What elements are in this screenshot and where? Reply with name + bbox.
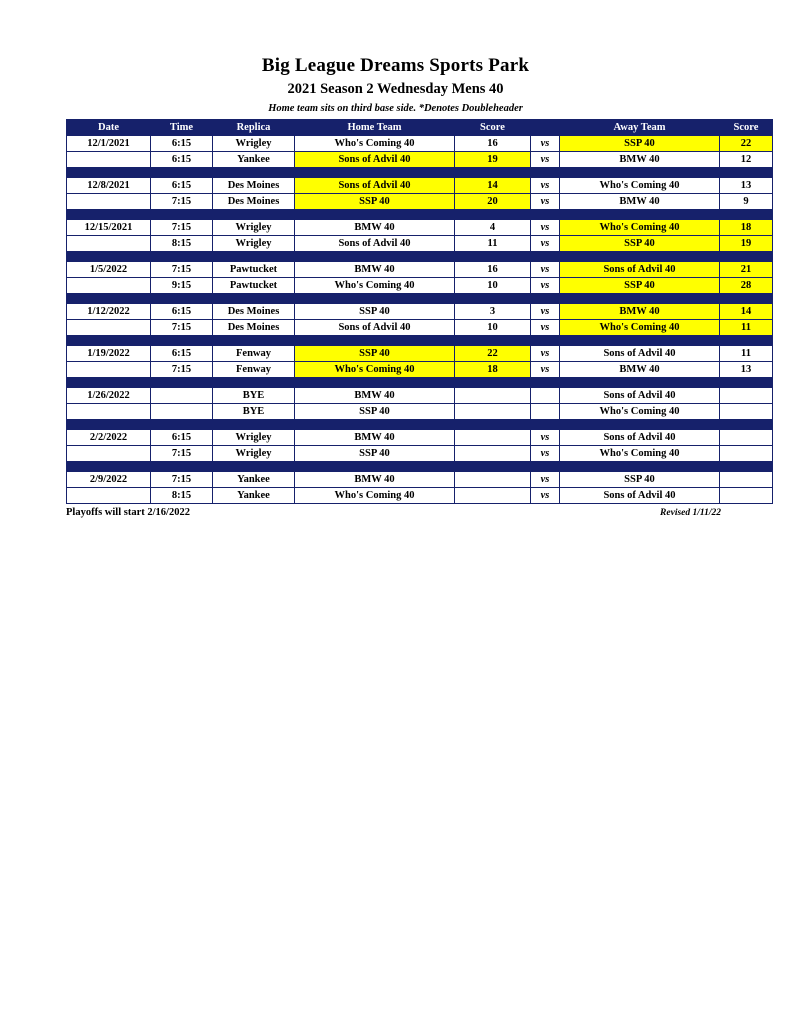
table-footer xyxy=(66,507,725,523)
cell-away-team: Sons of Advil 40 xyxy=(560,262,720,278)
cell-away-team: SSP 40 xyxy=(560,236,720,252)
cell-replica: Yankee xyxy=(213,488,295,504)
page-subtitle: 2021 Season 2 Wednesday Mens 40 xyxy=(287,81,504,97)
cell-time: 8:15 xyxy=(151,488,213,504)
cell-date xyxy=(67,446,151,462)
cell-time: 6:15 xyxy=(151,430,213,446)
cell-replica: Wrigley xyxy=(213,446,295,462)
column-header-home-team: Home Team xyxy=(295,120,455,136)
cell-away-team: BMW 40 xyxy=(560,194,720,210)
cell-replica: Des Moines xyxy=(213,178,295,194)
cell-home-score: 20 xyxy=(455,194,531,210)
cell-replica: Pawtucket xyxy=(213,262,295,278)
cell-vs xyxy=(531,388,560,404)
cell-away-team: Sons of Advil 40 xyxy=(560,430,720,446)
cell-date: 12/1/2021 xyxy=(67,136,151,152)
cell-vs: vs xyxy=(531,346,560,362)
table-row xyxy=(67,346,773,362)
table-spacer-row xyxy=(67,462,773,472)
table-spacer-row xyxy=(67,168,773,178)
spacer-cell xyxy=(67,420,773,430)
cell-time: 6:15 xyxy=(151,136,213,152)
cell-vs: vs xyxy=(531,278,560,294)
cell-away-score: 18 xyxy=(720,220,773,236)
cell-home-score xyxy=(455,430,531,446)
table-spacer-row xyxy=(67,252,773,262)
cell-vs: vs xyxy=(531,320,560,336)
spacer-cell xyxy=(67,462,773,472)
table-body xyxy=(67,136,773,504)
cell-vs: vs xyxy=(531,430,560,446)
cell-replica: Wrigley xyxy=(213,430,295,446)
cell-home-team: Who's Coming 40 xyxy=(295,136,455,152)
table-row xyxy=(67,262,773,278)
cell-time: 7:15 xyxy=(151,446,213,462)
cell-date: 1/19/2022 xyxy=(67,346,151,362)
cell-home-team: BMW 40 xyxy=(295,472,455,488)
spacer-cell xyxy=(67,294,773,304)
column-header-time: Time xyxy=(151,120,213,136)
cell-vs: vs xyxy=(531,136,560,152)
cell-vs xyxy=(531,404,560,420)
cell-away-score: 11 xyxy=(720,346,773,362)
spacer-cell xyxy=(67,378,773,388)
table-row xyxy=(67,404,773,420)
page-note: Home team sits on third base side. *Denotes Doubleheader xyxy=(268,103,523,114)
column-header-away-score: Score xyxy=(720,120,773,136)
spacer-cell xyxy=(67,210,773,220)
cell-date xyxy=(67,362,151,378)
cell-replica: Des Moines xyxy=(213,194,295,210)
cell-away-team: BMW 40 xyxy=(560,304,720,320)
cell-vs: vs xyxy=(531,304,560,320)
cell-home-team: Sons of Advil 40 xyxy=(295,152,455,168)
cell-vs: vs xyxy=(531,194,560,210)
cell-date: 12/8/2021 xyxy=(67,178,151,194)
cell-time: 9:15 xyxy=(151,278,213,294)
cell-home-score xyxy=(455,388,531,404)
cell-away-team: Who's Coming 40 xyxy=(560,178,720,194)
cell-home-team: Sons of Advil 40 xyxy=(295,320,455,336)
table-row xyxy=(67,194,773,210)
table-row xyxy=(67,388,773,404)
cell-time: 6:15 xyxy=(151,346,213,362)
cell-home-team: Sons of Advil 40 xyxy=(295,236,455,252)
cell-time: 7:15 xyxy=(151,472,213,488)
table-spacer-row xyxy=(67,378,773,388)
cell-away-team: SSP 40 xyxy=(560,472,720,488)
cell-away-score: 28 xyxy=(720,278,773,294)
table-spacer-row xyxy=(67,210,773,220)
cell-date xyxy=(67,278,151,294)
cell-home-team: BMW 40 xyxy=(295,388,455,404)
cell-away-score xyxy=(720,446,773,462)
cell-vs: vs xyxy=(531,236,560,252)
cell-away-score: 12 xyxy=(720,152,773,168)
cell-time: 7:15 xyxy=(151,220,213,236)
table-spacer-row xyxy=(67,294,773,304)
cell-date xyxy=(67,194,151,210)
cell-away-score: 22 xyxy=(720,136,773,152)
table-spacer-row xyxy=(67,336,773,346)
cell-home-score: 10 xyxy=(455,278,531,294)
cell-vs: vs xyxy=(531,472,560,488)
cell-replica: BYE xyxy=(213,404,295,420)
column-header-date: Date xyxy=(67,120,151,136)
cell-replica: Wrigley xyxy=(213,236,295,252)
cell-away-team: Who's Coming 40 xyxy=(560,220,720,236)
table-row xyxy=(67,472,773,488)
cell-home-score: 16 xyxy=(455,262,531,278)
cell-time: 7:15 xyxy=(151,362,213,378)
cell-away-team: Sons of Advil 40 xyxy=(560,388,720,404)
cell-home-score xyxy=(455,488,531,504)
cell-home-score: 19 xyxy=(455,152,531,168)
cell-away-score: 11 xyxy=(720,320,773,336)
cell-away-team: BMW 40 xyxy=(560,362,720,378)
cell-vs: vs xyxy=(531,362,560,378)
table-row xyxy=(67,136,773,152)
cell-home-team: BMW 40 xyxy=(295,220,455,236)
cell-away-score: 21 xyxy=(720,262,773,278)
cell-away-score: 13 xyxy=(720,178,773,194)
cell-replica: Fenway xyxy=(213,346,295,362)
spacer-cell xyxy=(67,252,773,262)
table-row xyxy=(67,362,773,378)
cell-replica: Yankee xyxy=(213,472,295,488)
schedule-table xyxy=(66,119,773,504)
cell-replica: Wrigley xyxy=(213,136,295,152)
cell-replica: Wrigley xyxy=(213,220,295,236)
table-row xyxy=(67,446,773,462)
cell-time: 6:15 xyxy=(151,304,213,320)
table-spacer-row xyxy=(67,420,773,430)
revised-note: Revised 1/11/22 xyxy=(660,508,721,518)
cell-home-team: Who's Coming 40 xyxy=(295,488,455,504)
cell-replica: Fenway xyxy=(213,362,295,378)
cell-away-team: BMW 40 xyxy=(560,152,720,168)
cell-away-team: Sons of Advil 40 xyxy=(560,488,720,504)
table-row xyxy=(67,488,773,504)
cell-home-team: SSP 40 xyxy=(295,346,455,362)
cell-home-score xyxy=(455,472,531,488)
cell-home-score: 18 xyxy=(455,362,531,378)
cell-time: 7:15 xyxy=(151,262,213,278)
cell-away-score: 13 xyxy=(720,362,773,378)
playoffs-note: Playoffs will start 2/16/2022 xyxy=(66,507,190,518)
cell-time: 7:15 xyxy=(151,320,213,336)
cell-away-score: 19 xyxy=(720,236,773,252)
table-row xyxy=(67,304,773,320)
cell-away-score: 14 xyxy=(720,304,773,320)
table-row xyxy=(67,320,773,336)
cell-date: 12/15/2021 xyxy=(67,220,151,236)
table-row xyxy=(67,152,773,168)
cell-home-score: 22 xyxy=(455,346,531,362)
cell-home-score: 11 xyxy=(455,236,531,252)
table-row xyxy=(67,178,773,194)
cell-away-score xyxy=(720,488,773,504)
cell-home-score xyxy=(455,404,531,420)
cell-home-team: SSP 40 xyxy=(295,404,455,420)
cell-home-score: 16 xyxy=(455,136,531,152)
cell-time: 6:15 xyxy=(151,152,213,168)
cell-date: 2/2/2022 xyxy=(67,430,151,446)
cell-home-score: 14 xyxy=(455,178,531,194)
cell-home-team: BMW 40 xyxy=(295,262,455,278)
table-row xyxy=(67,430,773,446)
cell-replica: Des Moines xyxy=(213,304,295,320)
cell-away-score xyxy=(720,388,773,404)
cell-vs: vs xyxy=(531,262,560,278)
column-header-home-score: Score xyxy=(455,120,531,136)
cell-away-team: Who's Coming 40 xyxy=(560,446,720,462)
cell-away-team: Who's Coming 40 xyxy=(560,320,720,336)
cell-date xyxy=(67,320,151,336)
cell-replica: Yankee xyxy=(213,152,295,168)
cell-away-team: Who's Coming 40 xyxy=(560,404,720,420)
cell-away-score xyxy=(720,404,773,420)
cell-date: 2/9/2022 xyxy=(67,472,151,488)
spacer-cell xyxy=(67,168,773,178)
cell-home-team: Sons of Advil 40 xyxy=(295,178,455,194)
cell-date xyxy=(67,488,151,504)
cell-date: 1/26/2022 xyxy=(67,388,151,404)
cell-away-score: 9 xyxy=(720,194,773,210)
cell-away-team: SSP 40 xyxy=(560,136,720,152)
cell-home-team: SSP 40 xyxy=(295,446,455,462)
column-header-replica: Replica xyxy=(213,120,295,136)
cell-home-team: SSP 40 xyxy=(295,194,455,210)
cell-vs: vs xyxy=(531,178,560,194)
cell-date: 1/5/2022 xyxy=(67,262,151,278)
column-header-away-team: Away Team xyxy=(560,120,720,136)
cell-date: 1/12/2022 xyxy=(67,304,151,320)
cell-vs: vs xyxy=(531,446,560,462)
table-row xyxy=(67,236,773,252)
cell-time xyxy=(151,404,213,420)
cell-home-team: Who's Coming 40 xyxy=(295,278,455,294)
cell-vs: vs xyxy=(531,152,560,168)
cell-away-team: Sons of Advil 40 xyxy=(560,346,720,362)
table-row xyxy=(67,220,773,236)
cell-home-score: 3 xyxy=(455,304,531,320)
spacer-cell xyxy=(67,336,773,346)
cell-replica: Des Moines xyxy=(213,320,295,336)
cell-date xyxy=(67,236,151,252)
cell-home-score: 10 xyxy=(455,320,531,336)
cell-time: 7:15 xyxy=(151,194,213,210)
header-row xyxy=(67,120,773,136)
cell-time xyxy=(151,388,213,404)
cell-away-team: SSP 40 xyxy=(560,278,720,294)
cell-date xyxy=(67,404,151,420)
cell-vs: vs xyxy=(531,488,560,504)
table-row xyxy=(67,278,773,294)
column-header-vs xyxy=(531,120,560,136)
cell-home-team: BMW 40 xyxy=(295,430,455,446)
cell-home-team: Who's Coming 40 xyxy=(295,362,455,378)
cell-away-score xyxy=(720,472,773,488)
cell-home-team: SSP 40 xyxy=(295,304,455,320)
cell-home-score xyxy=(455,446,531,462)
cell-away-score xyxy=(720,430,773,446)
cell-replica: Pawtucket xyxy=(213,278,295,294)
cell-replica: BYE xyxy=(213,388,295,404)
page-title: Big League Dreams Sports Park xyxy=(261,55,530,76)
cell-time: 6:15 xyxy=(151,178,213,194)
cell-home-score: 4 xyxy=(455,220,531,236)
cell-date xyxy=(67,152,151,168)
cell-vs: vs xyxy=(531,220,560,236)
table-header xyxy=(67,120,773,136)
cell-time: 8:15 xyxy=(151,236,213,252)
